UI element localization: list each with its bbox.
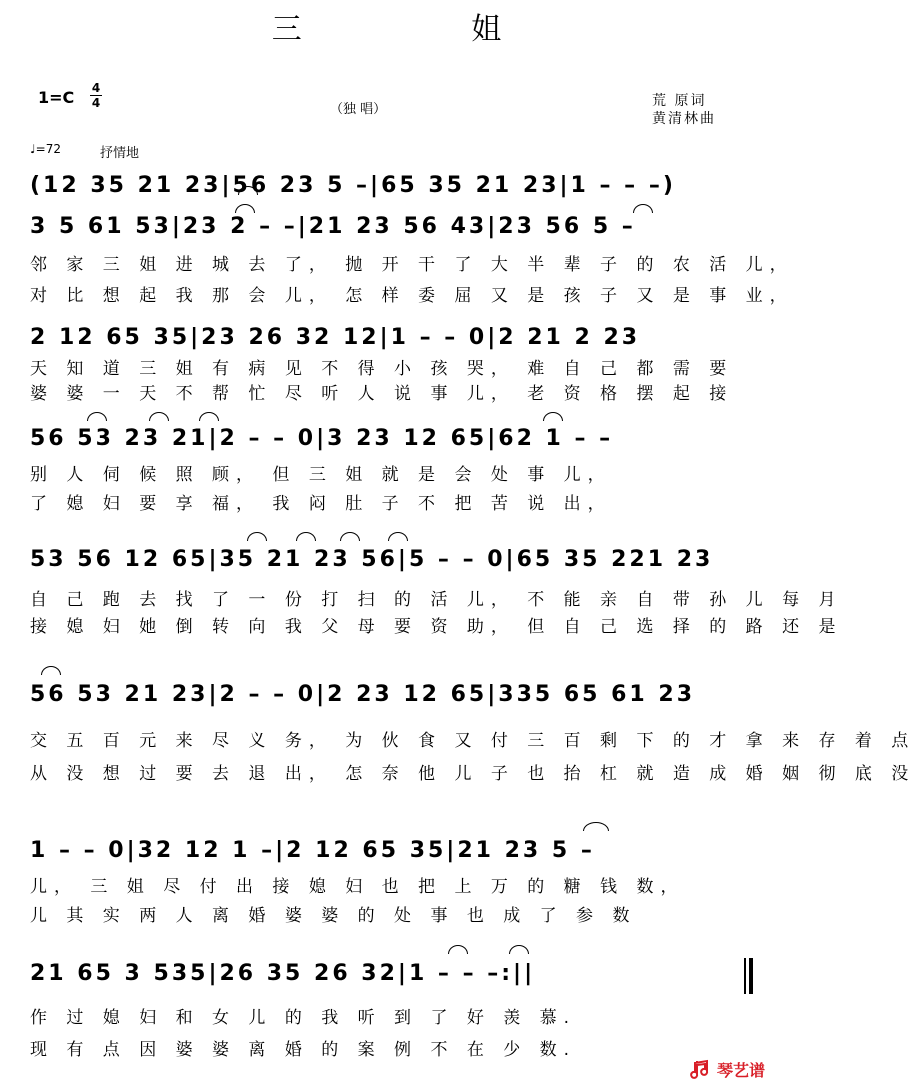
performance-note: （独 唱） — [330, 102, 387, 117]
notation-line-2: 3 5 61 53|23 2 – –|21 23 56 43|23 56 5 – — [30, 214, 636, 239]
notation-line-3: 2 12 65 35|23 26 32 12|1 – – 0|2 21 2 23 — [30, 325, 641, 350]
notation-line-1: (12 35 21 23|56 23 5 –|65 35 21 23|1 – – –) — [30, 173, 676, 198]
slur-mark — [41, 666, 61, 675]
watermark-text: 琴艺谱 — [716, 1061, 765, 1080]
lyric-line-7a: 儿， 三 姐 尽 付 出 接 媳 妇 也 把 上 万 的 糖 钱 数， — [30, 877, 685, 897]
slur-mark — [247, 532, 267, 541]
song-title: 三 姐 — [271, 12, 582, 47]
repeat-barline-thin — [744, 958, 746, 994]
lyric-line-8a: 作 过 媳 妇 和 女 儿 的 我 听 到 了 好 羡 慕. — [30, 1008, 577, 1028]
lyric-line-6a: 交 五 百 元 来 尽 义 务， 为 伙 食 又 付 三 百 剩 下 的 才 拿 来 存 着 点 — [30, 731, 915, 751]
repeat-barline-thick — [749, 958, 753, 994]
time-sig-bottom: 4 — [91, 96, 101, 110]
slur-mark — [296, 532, 316, 541]
slur-mark — [509, 945, 529, 954]
lyricist-credit: 荒 原词 — [652, 93, 707, 109]
watermark-logo — [691, 1058, 765, 1081]
lyric-line-4b: 了 媳 妇 要 享 福， 我 闷 肚 子 不 把 苦 说 出， — [30, 494, 612, 514]
lyric-line-5b: 接 媳 妇 她 倒 转 向 我 父 母 要 资 助， 但 自 己 选 择 的 路 还 是 — [30, 617, 843, 637]
time-signature — [90, 82, 102, 109]
key-signature: 1=C — [38, 88, 75, 107]
slur-mark — [583, 822, 609, 831]
lyric-line-3a: 天 知 道 三 姐 有 病 见 不 得 小 孩 哭， 难 自 己 都 需 要 — [30, 359, 734, 379]
lyric-line-3b: 婆 婆 一 天 不 帮 忙 尽 听 人 说 事 儿， 老 资 格 摆 起 接 — [30, 384, 734, 404]
lyric-line-7b: 儿 其 实 两 人 离 婚 婆 婆 的 处 事 也 成 了 参 数 — [30, 906, 637, 926]
slur-mark — [149, 412, 169, 421]
slur-mark — [448, 945, 468, 954]
slur-mark — [199, 412, 219, 421]
lyric-line-6b: 从 没 想 过 要 去 退 出， 怎 奈 他 儿 子 也 抬 杠 就 造 成 婚 姻 彻 底 没 — [30, 764, 915, 784]
notation-line-6: 56 53 21 23|2 – – 0|2 23 12 65|335 65 61 23 — [30, 682, 696, 707]
slur-mark — [633, 204, 653, 213]
lyric-line-2a: 邻 家 三 姐 进 城 去 了， 抛 开 干 了 大 半 辈 子 的 农 活 儿， — [30, 255, 794, 275]
notation-line-8: 21 65 3 535|26 35 26 32|1 – – –:|| — [30, 961, 536, 986]
slur-mark — [87, 412, 107, 421]
composer-credit: 黄清林曲 — [652, 111, 716, 127]
lyric-line-2b: 对 比 想 起 我 那 会 儿， 怎 样 委 屈 又 是 孩 子 又 是 事 业， — [30, 286, 794, 306]
slur-mark — [388, 532, 408, 541]
slur-mark — [235, 204, 255, 213]
slur-mark — [340, 532, 360, 541]
time-sig-top: 4 — [91, 81, 101, 95]
slur-mark — [543, 412, 563, 421]
lyric-line-8b: 现 有 点 因 婆 婆 离 婚 的 案 例 不 在 少 数. — [30, 1040, 577, 1060]
lyric-line-5a: 自 己 跑 去 找 了 一 份 打 扫 的 活 儿， 不 能 亲 自 带 孙 儿 每 月 — [30, 590, 843, 610]
lyric-line-4a: 别 人 伺 候 照 顾， 但 三 姐 就 是 会 处 事 儿， — [30, 465, 612, 485]
notation-line-5: 53 56 12 65|35 21 23 56|5 – – 0|65 35 221 23 — [30, 547, 714, 572]
expression-mark: 抒情地 — [100, 146, 140, 161]
notation-line-4: 56 53 23 21|2 – – 0|3 23 12 65|62 1 – – — [30, 426, 614, 451]
notation-line-7: 1 – – 0|32 12 1 –|2 12 65 35|21 23 5 – — [30, 838, 595, 863]
tempo-mark: ♩=72 — [30, 142, 61, 156]
music-note-logo-icon — [691, 1059, 713, 1081]
